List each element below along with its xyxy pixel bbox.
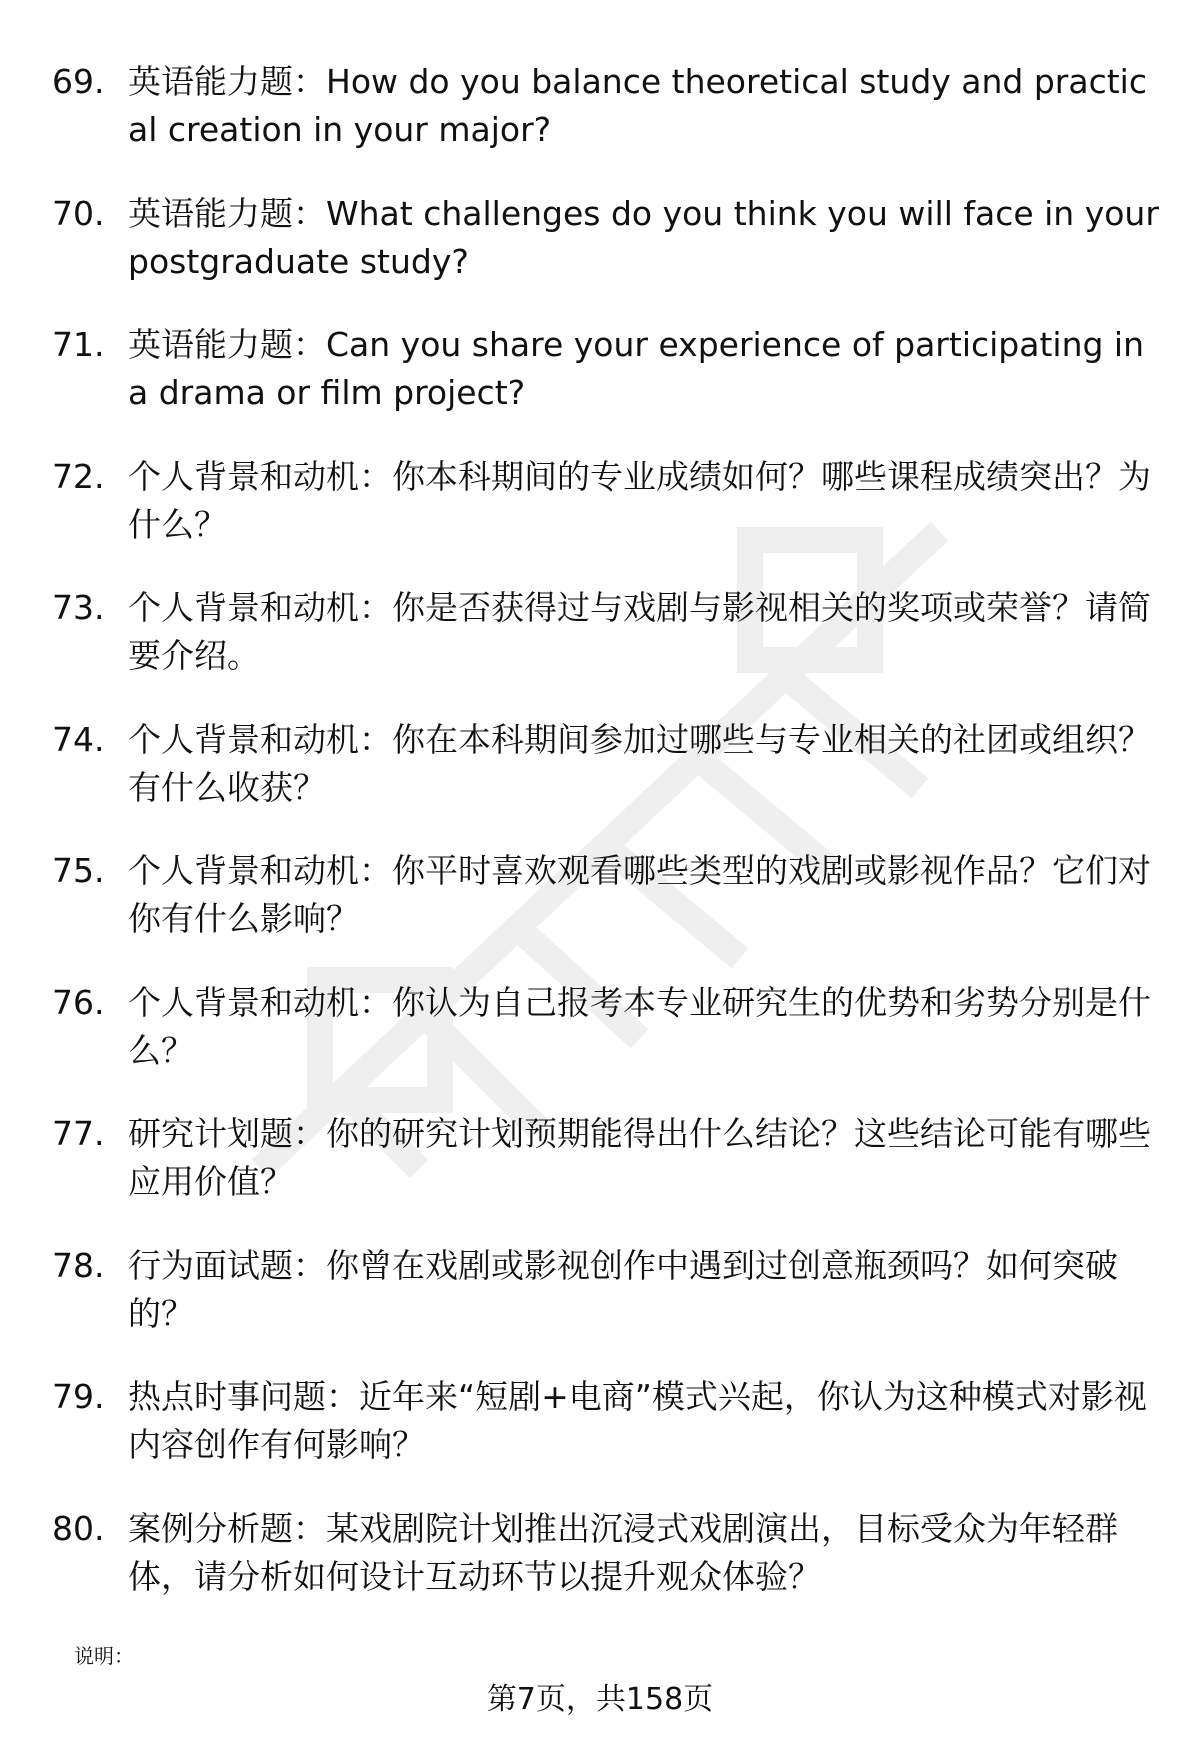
question-item xyxy=(52,1110,1162,1206)
question-item xyxy=(52,453,1162,549)
question-text: 个人背景和动机：你在本科期间参加过哪些与专业相关的社团或组织？有什么收获？ xyxy=(128,719,1151,807)
question-number: 76. xyxy=(52,982,105,1022)
question-number: 69. xyxy=(52,62,105,101)
question-text: 个人背景和动机：你是否获得过与戏剧与影视相关的奖项或荣誉？请简要介绍。 xyxy=(128,588,1151,675)
question-text: 案例分析题：某戏剧院计划推出沉浸式戏剧演出，目标受众为年轻群体，请分析如何设计互动环节以提升观众体验？ xyxy=(128,1508,1118,1596)
question-item xyxy=(52,716,1162,812)
question-item xyxy=(52,1242,1162,1338)
question-number: 73. xyxy=(52,588,105,627)
question-item xyxy=(52,321,1162,417)
question-item xyxy=(52,1505,1162,1601)
question-number: 77. xyxy=(52,1114,105,1153)
question-item xyxy=(52,190,1162,286)
question-item xyxy=(52,847,1162,943)
question-number: 74. xyxy=(52,719,105,759)
question-text: 英语能力题：How do you balance theoretical study and practical creation in your major? xyxy=(128,62,1147,149)
question-text: 英语能力题：What challenges do you think you will face in your postgraduate study? xyxy=(128,193,1159,281)
page-footer: 第7页，共158页 xyxy=(486,1682,714,1717)
question-item xyxy=(52,979,1162,1075)
question-text: 个人背景和动机：你认为自己报考本专业研究生的优势和劣势分别是什么？ xyxy=(128,982,1151,1070)
question-list xyxy=(52,58,1162,1636)
question-number: 79. xyxy=(52,1377,105,1416)
question-number: 71. xyxy=(52,325,105,364)
question-number: 70. xyxy=(52,193,105,233)
question-item xyxy=(52,58,1162,154)
question-text: 个人背景和动机：你本科期间的专业成绩如何？哪些课程成绩突出？为什么？ xyxy=(128,456,1151,544)
question-text: 行为面试题：你曾在戏剧或影视创作中遇到过创意瓶颈吗？如何突破的？ xyxy=(128,1245,1118,1333)
question-text: 研究计划题：你的研究计划预期能得出什么结论？这些结论可能有哪些应用价值？ xyxy=(128,1114,1151,1201)
question-text: 英语能力题：Can you share your experience of participating in a drama or film project? xyxy=(128,325,1145,412)
question-item xyxy=(52,584,1162,680)
question-number: 72. xyxy=(52,456,105,496)
question-text: 个人背景和动机：你平时喜欢观看哪些类型的戏剧或影视作品？它们对你有什么影响？ xyxy=(128,851,1151,938)
question-item xyxy=(52,1373,1162,1469)
question-text: 热点时事问题：近年来“短剧+电商”模式兴起，你认为这种模式对影视内容创作有何影响？ xyxy=(128,1377,1147,1464)
question-number: 80. xyxy=(52,1508,105,1548)
note-label: 说明： xyxy=(74,1644,134,1668)
question-number: 75. xyxy=(52,851,105,890)
question-number: 78. xyxy=(52,1245,105,1285)
